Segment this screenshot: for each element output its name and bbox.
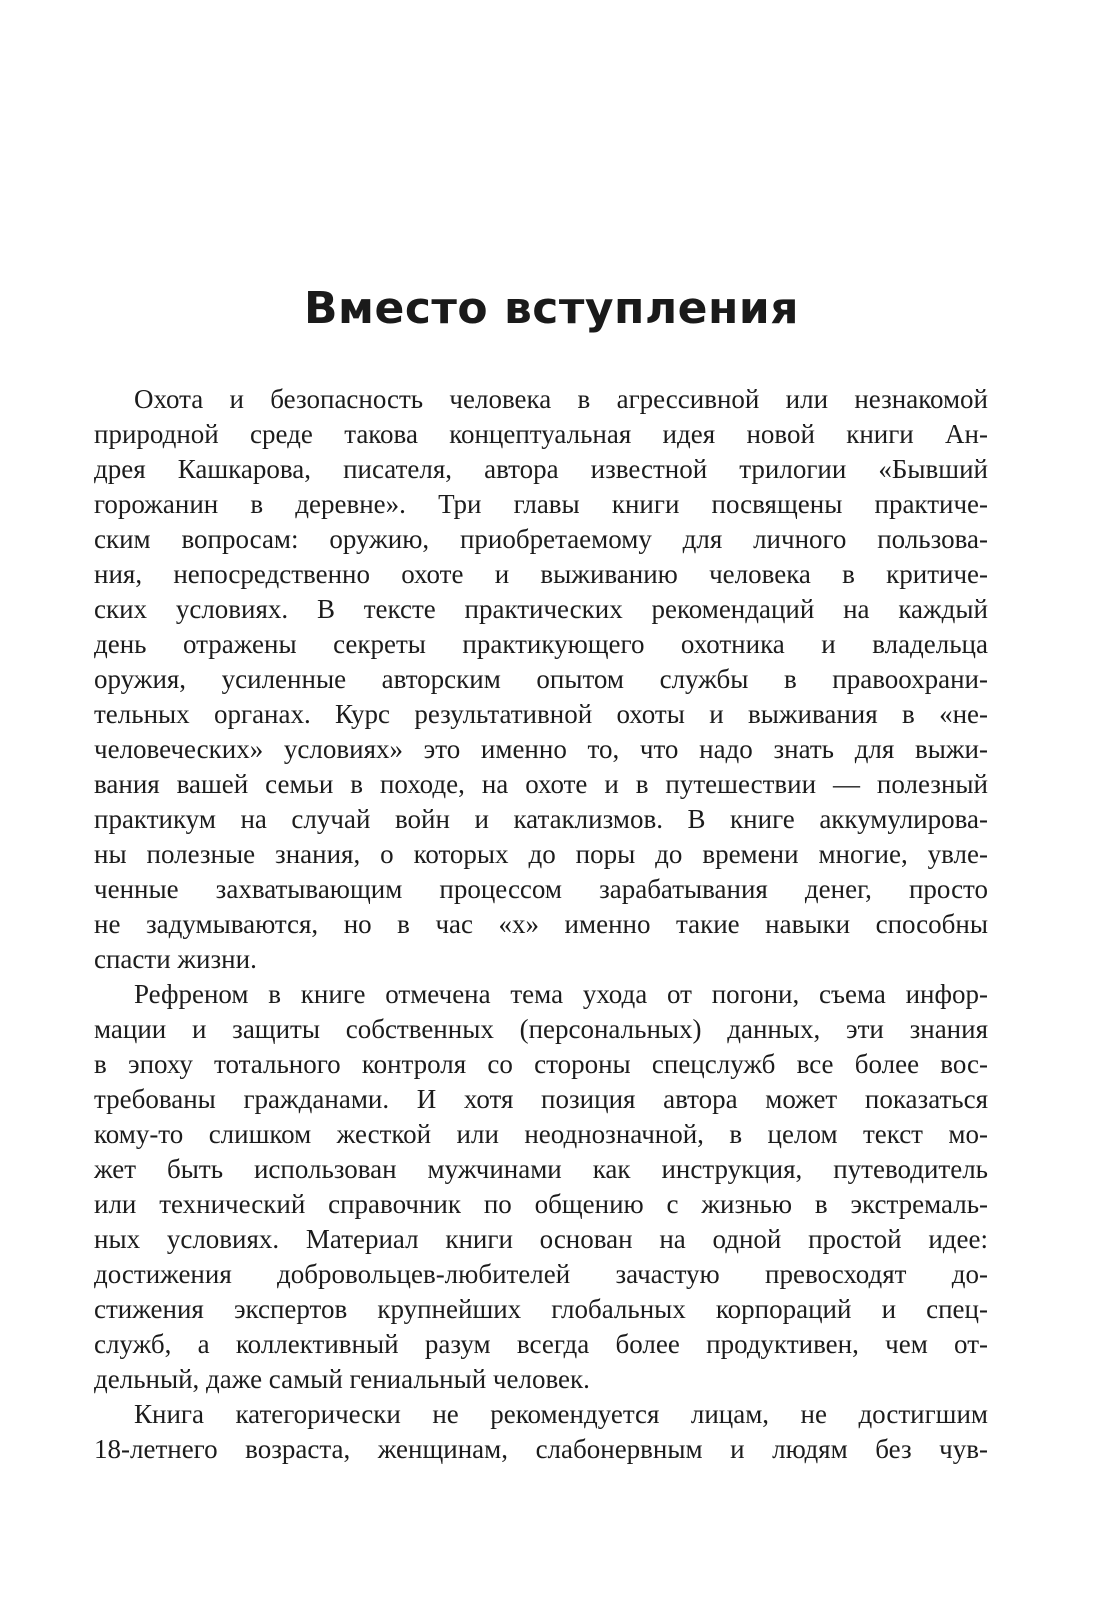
page-title: Вместо вступления — [303, 283, 800, 335]
text-line: горожанин в деревне». Три главы книги посвящены практиче- — [94, 489, 988, 519]
text-line: ны полезные знания, о которых до поры до времени многие, увле- — [94, 839, 988, 869]
text-line: или технический справочник по общению с жизнью в экстремаль- — [94, 1189, 988, 1219]
text-line: вания вашей семьи в походе, на охоте и в путешествии — полезный — [94, 769, 988, 799]
text-line: Книга категорически не рекомендуется лицам, не достигшим — [134, 1399, 988, 1429]
text-line: кому-то слишком жесткой или неоднозначной, в целом текст мо- — [94, 1119, 988, 1149]
paragraph-3 — [94, 1397, 988, 1467]
text-line: день отражены секреты практикующего охотника и владельца — [94, 629, 988, 659]
text-line: ния, непосредственно охоте и выживанию человека в критиче- — [94, 559, 988, 589]
text-line: стижения экспертов крупнейших глобальных корпораций и спец- — [94, 1294, 988, 1324]
text-line: служб, а коллективный разум всегда более продуктивен, чем от- — [94, 1329, 988, 1359]
text-line: природной среде такова концептуальная идея новой книги Ан- — [94, 419, 988, 449]
text-line: ченные захватывающим процессом зарабатывания денег, просто — [94, 874, 988, 904]
text-line: мации и защиты собственных (персональных) данных, эти знания — [94, 1014, 988, 1044]
body-text — [94, 382, 988, 1467]
text-line: оружия, усиленные авторским опытом службы в правоохрани- — [94, 664, 988, 694]
text-line: спасти жизни. — [94, 944, 257, 974]
text-line: дрея Кашкарова, писателя, автора известной трилогии «Бывший — [94, 454, 988, 484]
text-line: Охота и безопасность человека в агрессивной или незнакомой — [134, 384, 988, 414]
text-line: ских условиях. В тексте практических рекомендаций на каждый — [94, 594, 988, 624]
text-line: в эпоху тотального контроля со стороны спецслужб все более вос- — [94, 1049, 988, 1079]
text-line: достижения добровольцев-любителей зачастую превосходят до- — [94, 1259, 988, 1289]
text-line: Рефреном в книге отмечена тема ухода от погони, съема инфор- — [134, 979, 988, 1009]
text-line: требованы гражданами. И хотя позиция автора может показаться — [94, 1084, 988, 1114]
text-line: не задумываются, но в час «х» именно такие навыки способны — [94, 909, 988, 939]
text-line: ных условиях. Материал книги основан на одной простой идее: — [94, 1224, 988, 1254]
text-line: жет быть использован мужчинами как инструкция, путеводитель — [94, 1154, 988, 1184]
text-line: 18-летнего возраста, женщинам, слабонервным и людям без чув- — [94, 1434, 988, 1464]
paragraph-2 — [94, 977, 988, 1397]
text-line: дельный, даже самый гениальный человек. — [94, 1364, 590, 1394]
text-line: ским вопросам: оружию, приобретаемому для личного пользова- — [94, 524, 988, 554]
text-line: практикум на случай войн и катаклизмов. В книге аккумулирова- — [94, 804, 988, 834]
text-line: человеческих» условиях» это именно то, что надо знать для выжи- — [94, 734, 988, 764]
paragraph-1 — [94, 382, 988, 977]
text-line: тельных органах. Курс результативной охоты и выживания в «не- — [94, 699, 988, 729]
